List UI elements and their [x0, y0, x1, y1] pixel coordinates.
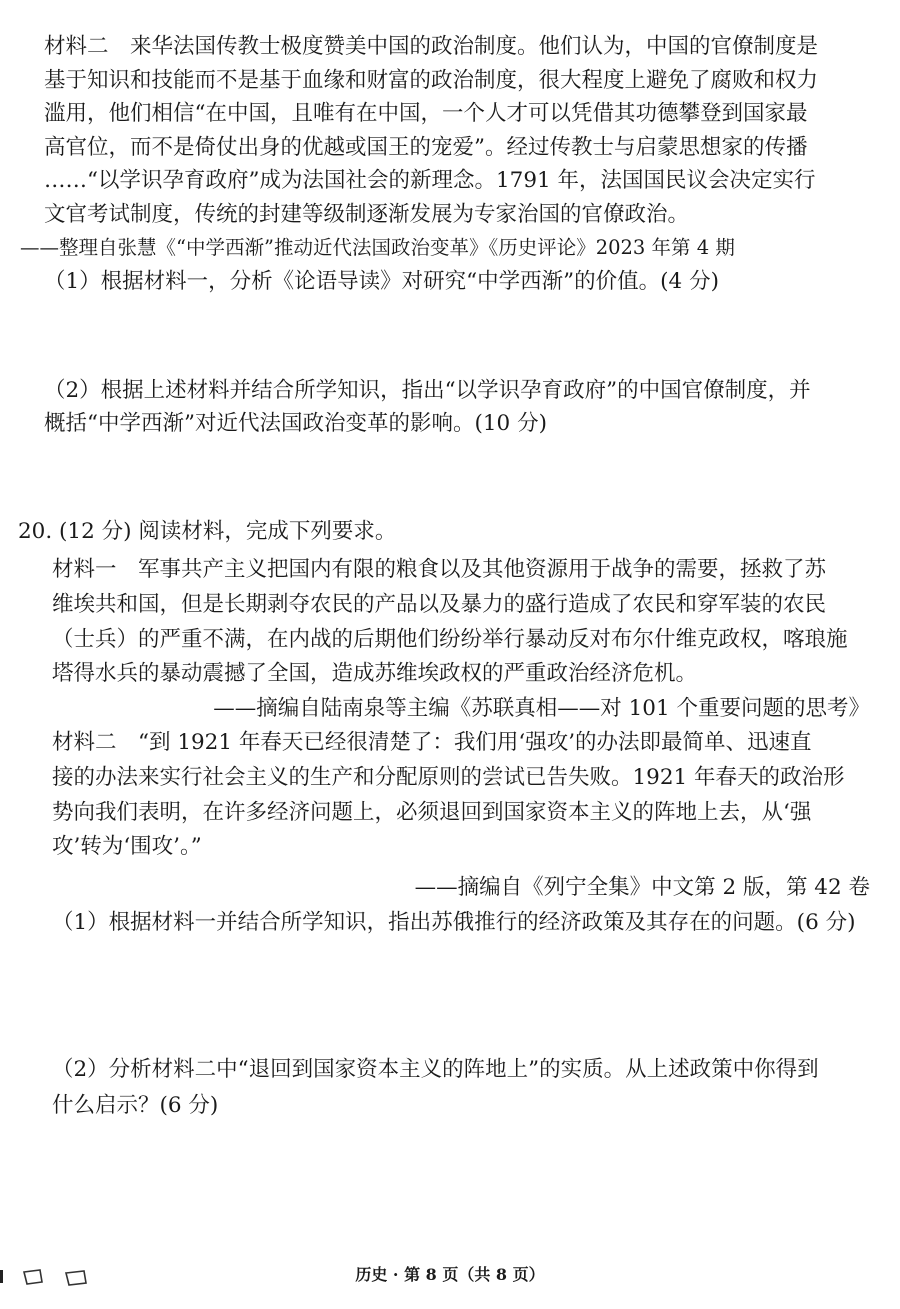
text-line: 塔得水兵的暴动震撼了全国，造成苏维埃政权的严重政治经济危机。 — [52, 661, 698, 686]
text-line: 材料二 来华法国传教士极度赞美中国的政治制度。他们认为，中国的官僚制度是 — [44, 34, 819, 59]
text-line: 概括“中学西渐”对近代法国政治变革的影响。(10 分) — [44, 411, 547, 436]
text-line: ……“以学识孕育政府”成为法国社会的新理念。1791 年，法国国民议会决定实行 — [44, 168, 816, 193]
page-footer: 历史 · 第 8 页（共 8 页） — [355, 1265, 545, 1284]
q20-header: 20. (12 分) 阅读材料，完成下列要求。 — [18, 519, 397, 544]
text-line: 高官位，而不是倚仗出身的优越或国王的宠爱”。经过传教士与启蒙思想家的传播 — [44, 135, 808, 160]
material-source: ——整理自张慧《“中学西渐”推动近代法国政治变革》《历史评论》2023 年第 4 期 — [20, 236, 735, 259]
text-line: （2）根据上述材料并结合所学知识，指出“以学识孕育政府”的中国官僚制度，并 — [44, 378, 811, 403]
material-source: ——摘编自陆南泉等主编《苏联真相——对 101 个重要问题的思考》 — [213, 696, 870, 721]
text-line: 什么启示？(6 分) — [52, 1093, 219, 1118]
text-line: 滥用，他们相信“在中国，且唯有在中国，一个人才可以凭借其功德攀登到国家最 — [44, 101, 808, 126]
text-line: 攻’转为‘围攻’。” — [52, 834, 202, 859]
text-line: 材料二 “到 1921 年春天已经很清楚了：我们用‘强攻’的办法即最简单、迅速直 — [52, 730, 812, 755]
text-line: 势向我们表明，在许多经济问题上，必须退回到国家资本主义的阵地上去，从‘强 — [52, 800, 812, 825]
text-line: 材料一 军事共产主义把国内有限的粮食以及其他资源用于战争的需要，拯救了苏 — [52, 557, 827, 582]
scan-mark-icon — [0, 1264, 100, 1294]
text-line: （士兵）的严重不满，在内战的后期他们纷纷举行暴动反对布尔什维克政权，喀琅施 — [52, 627, 848, 652]
text-line: 接的办法来实行社会主义的生产和分配原则的尝试已告失败。1921 年春天的政治形 — [52, 765, 845, 790]
text-line: 维埃共和国，但是长期剥夺农民的产品以及暴力的盛行造成了农民和穿军装的农民 — [52, 592, 827, 617]
text-line: 基于知识和技能而不是基于血缘和财富的政治制度，很大程度上避免了腐败和权力 — [44, 68, 819, 93]
q20-subquestion-1: （1）根据材料一并结合所学知识，指出苏俄推行的经济政策及其存在的问题。(6 分) — [52, 910, 856, 935]
text-line: 文官考试制度，传统的封建等级制逐渐发展为专家治国的官僚政治。 — [44, 202, 690, 227]
material-source: ——摘编自《列宁全集》中文第 2 版，第 42 卷 — [414, 875, 870, 900]
text-line: （2）分析材料二中“退回到国家资本主义的阵地上”的实质。从上述政策中你得到 — [52, 1057, 819, 1082]
q19-subquestion-1: （1）根据材料一，分析《论语导读》对研究“中学西渐”的价值。(4 分) — [44, 269, 719, 294]
